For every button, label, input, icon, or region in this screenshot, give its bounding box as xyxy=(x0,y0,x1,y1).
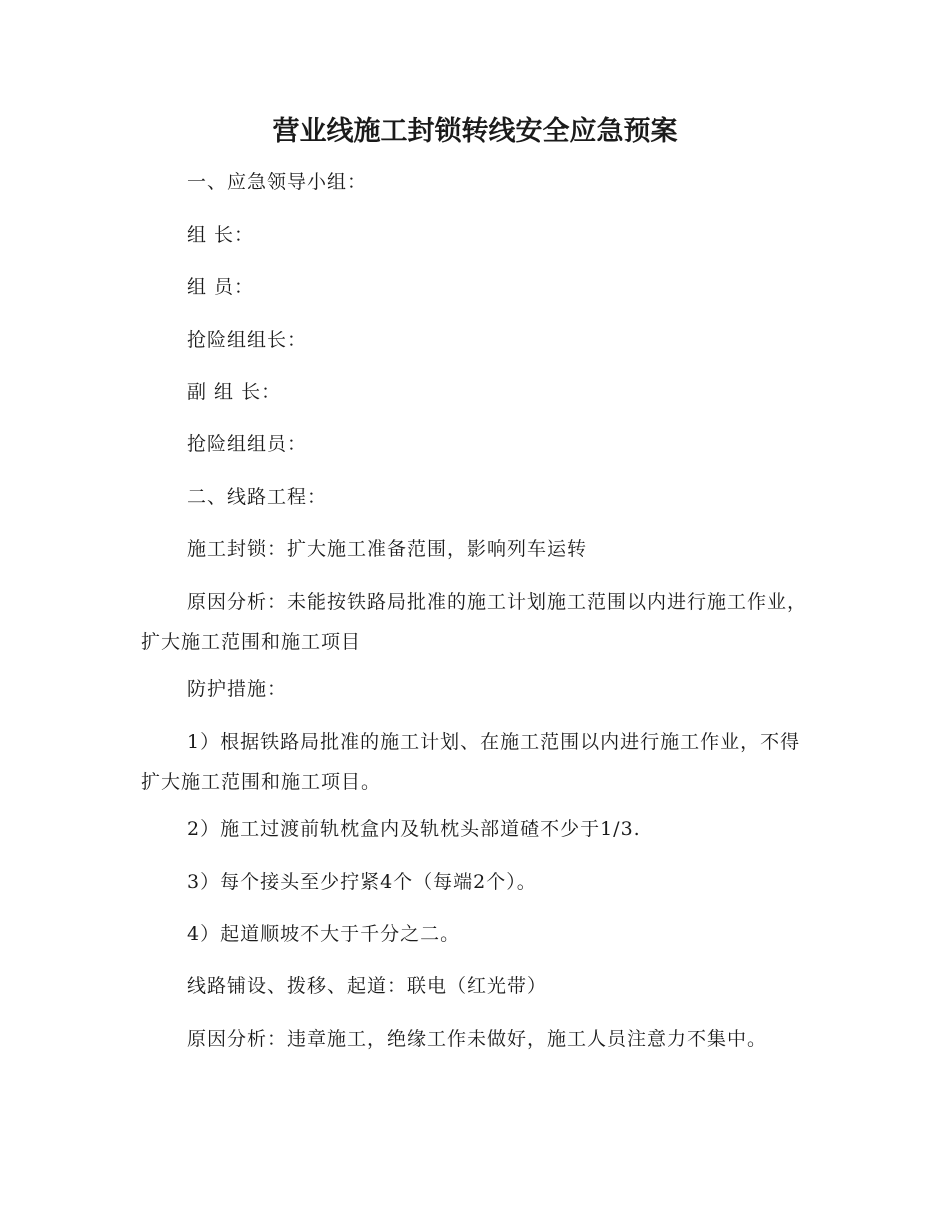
paragraph-cause-analysis-1: 原因分析：未能按铁路局批准的施工计划施工范围以内进行施工作业，扩大施工范围和施工项目 xyxy=(141,591,808,653)
section-heading-emergency-leadership: 一、应急领导小组： xyxy=(187,171,368,193)
field-deputy-leader: 副 组 长： xyxy=(187,381,282,403)
paragraph-construction-closure: 施工封锁：扩大施工准备范围，影响列车运转 xyxy=(187,538,588,560)
list-item-measure-4: 4）起道顺坡不大于千分之二。 xyxy=(187,923,461,945)
list-item-measure-2: 2）施工过渡前轨枕盒内及轨枕头部道碴不少于1/3. xyxy=(187,818,641,840)
section-heading-line-engineering: 二、线路工程： xyxy=(187,486,328,508)
field-rescue-members: 抢险组组员： xyxy=(187,433,308,455)
field-team-members: 组 员： xyxy=(187,276,255,298)
list-item-measure-1: 1）根据铁路局批准的施工计划、在施工范围以内进行施工作业，不得扩大施工范围和施工项目。 xyxy=(141,731,801,793)
document-title: 营业线施工封锁转线安全应急预案 xyxy=(272,116,678,147)
list-item-measure-3: 3）每个接头至少拧紧4个（每端2个）。 xyxy=(187,871,537,893)
paragraph-protective-measures: 防护措施： xyxy=(187,678,288,700)
field-team-leader: 组 长： xyxy=(187,224,255,246)
paragraph-cause-analysis-2: 原因分析：违章施工，绝缘工作未做好，施工人员注意力不集中。 xyxy=(187,1028,768,1050)
field-rescue-leader: 抢险组组长： xyxy=(187,329,308,351)
paragraph-line-laying: 线路铺设、拨移、起道：联电（红光带） xyxy=(187,975,548,997)
